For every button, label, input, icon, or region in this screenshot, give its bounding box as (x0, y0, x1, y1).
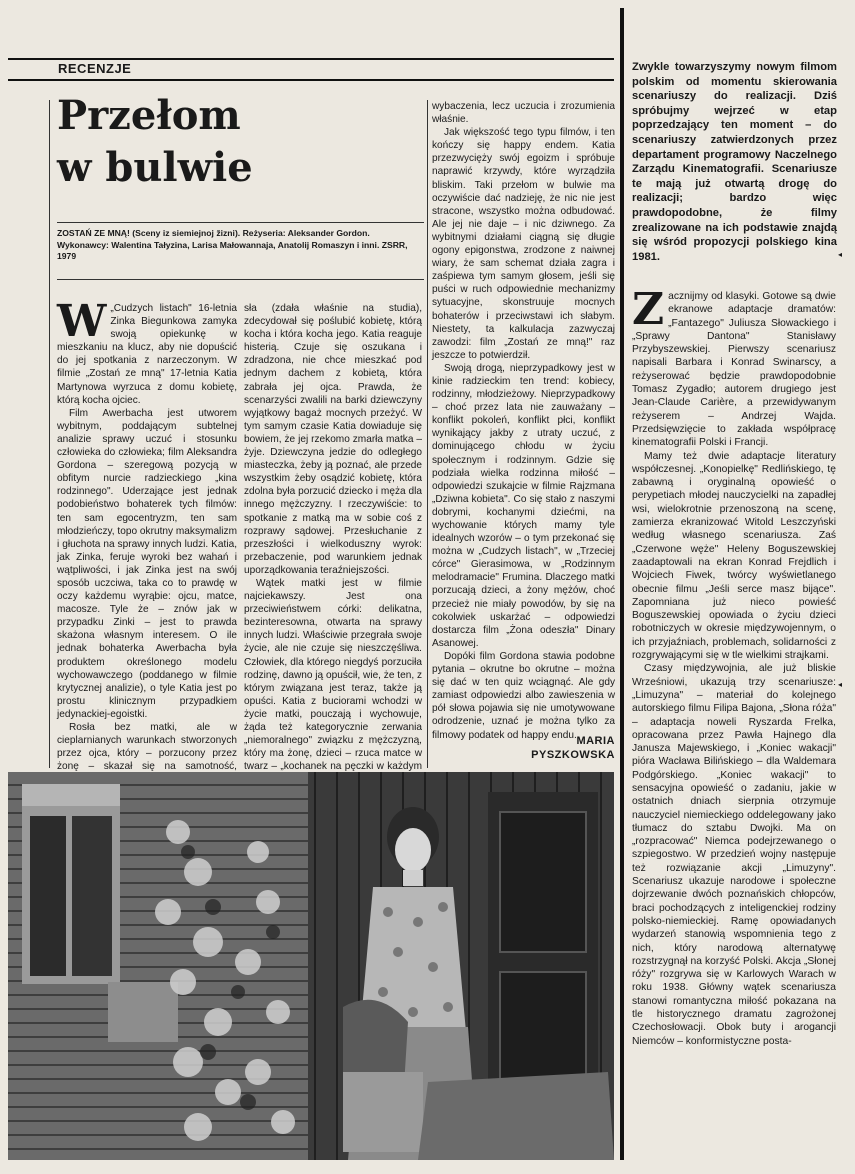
paragraph: acznijmy od klasyki. Gotowe są dwie ekranowe adaptacje dramatów: „Fantazego" Juliusza Słowackiego i „Sprawy Dantona" Stanisławy Przybyszewskiej. Pierwszy scenariusz napisali Barbara i Konrad Swinarscy, a reżyserować będzie prawdopodobnie Tomasz Zygadło; autorem drugiego jest Jean-Claude Carière, a przewidywanym reżyserem – Andrzej Wajda. Przedsięwzięcie to zakłada współpracę kinematografii Polski i Francji. (632, 291, 836, 449)
column-divider (427, 100, 428, 768)
paragraph: Swoją drogą, nieprzypadkowy jest w kinie radzieckim ten trend: kobiecy, rodzinny, młodzieżowy. Nieprzypadkowy – choć przez lata nie zauważany – konflikt pokoleń, konflikt płci, konflikt wynikający jakby z utraty uczuć, z dominującego chłodu w życiu społecznym i rodzinnym. Gdzie się podziała wielka rodzinna miłość – odpowiedzi szukajcie w filmie Rajzmana „Dziwna kobieta". Co się stało z naszymi dobrymi, kochanymi dziećmi, na wychowanie których mamy tyle idealnych wzorów – o tym przekonać się można w „Cudzych listach", w „Trzeciej córce" Gierasimowa, w „Rodzinnym melodramacie" Frumina. Dlaczego matki porzucają dzieci, a żony mężów, choć przecież nie miały powodów, by się na cokolwiek uskarżać – odpowiedzi dostarcza film „Żona odeszła" Dinary Asanowej. (432, 362, 615, 649)
photo-illustration (8, 772, 614, 1160)
top-rule (8, 58, 614, 60)
header-rule (8, 79, 614, 81)
paragraph: wybaczenia, lecz uczucia i zrozumienia właśnie. (432, 101, 615, 126)
paragraph: Rosła bez matki, ale w cieplarnianych warunkach stworzonych przez ojca, który – porzucony przez żonę – skazał się na samotność, (57, 722, 237, 773)
column-divider-main (620, 8, 624, 1160)
credits-rule-top (57, 222, 424, 223)
drop-cap: W (57, 296, 107, 347)
paragraph: Dopóki film Gordona stawia podobne pytania – okrutne bo okrutne – można się dać w ten quiz wciągnąć. Ale gdy zamiast odpowiedzi albo zawieszenia w pół słowa pojawia się nie umotywowane odrodzenie, uznać je można tylko za filmowy podatek od happy endu. (432, 650, 615, 741)
paragraph: sła (zdała właśnie na studia), zdecydował się poślubić kobietę, którą kocha i która kocha jego. Katia reaguje histerią. Czuje się oszukana i zdradzona, nie chce mieszkać pod jednym dachem z kobietą, która zabrała jej ojca. Prawda, że scenarzyści zwalili na barki dziewczyny wyjątkowy bagaż mocnych przeżyć. W tym samym czasie Katia dowiaduje się bowiem, że jej rzekomo zmarła matka – żyje. Dziewczyna jedzie do odległego miasteczka, żeby ją poznać, ale przede wszystkim żeby osądzić kobietę, która zdolna była porzucić dziecko i męża dla innego mężczyzny. I rzeczywiście: to spotkanie z matką ma w sobie coś z rozprawy sądowej. Przesłuchanie z przeszłości i wielkoduszny wyrok: przebaczenie, pod warunkiem jednak uporządkowania teraźniejszości. (244, 303, 422, 576)
drop-cap: Z (632, 284, 665, 335)
left-margin-rule (49, 100, 50, 768)
film-credits (57, 228, 417, 263)
article-column-1 (57, 296, 237, 773)
page-mark: ◂ (838, 680, 843, 689)
article-column-2 (244, 302, 422, 773)
paragraph: Wątek matki jest w filmie najciekawszy. Jest ona przeciwieństwem córki: delikatna, bezinteresowna, otwarta na sprawy innych ludzi. Właściwie przegrała swoje życie, ale nie czuje się nieszczęśliwa. Człowiek, dla którego niegdyś porzuciła rodzinę, dawno ją opuścił, wie, że ten, z którym związana jest teraz, także ją opuści. Katia z buciorami wchodzi w życie matki, pouczają i wychowuje, żąda też kategorycznie zerwania „niemoralnego" związku z mężczyzną, który ma żonę, dzieci – rzuca matce w twarz – „kochanek na pęczki w każdym (244, 577, 422, 773)
paragraph: „Cudzych listach" 16-letnia Zinka Biegunkowa zamyka swoją opiekunkę w mieszkaniu na klucz, aby nie dopuścić do jej spotkania z narzeczonym. W filmie „Zostań ze mną" 17-letnia Katia Martynowa wyrzuca z domu kobietę, którą kocha ojciec. (57, 303, 237, 406)
article-title (57, 90, 417, 194)
title-line-2: w bulwie (57, 144, 253, 191)
credits-title: ZOSTAŃ ZE MNĄ! (Sceny iz siemiejnoj žizni). (57, 228, 241, 238)
sidebar-column (632, 284, 836, 1160)
credits-details: Reżyseria: Aleksander Gordon. Wykonawcy: Walentina Tałyzina, Larisa Małowannaja, Anatolij Romaszyn i inni. ZSRR, 1979 (57, 228, 408, 261)
paragraph: Czasy międzywojnia, ale już bliskie Wrześniowi, ukazują trzy scenariusze: „Limuzyna" – materiał do kolejnego autorskiego filmu Filipa Bajona, „Słona róża" – adaptacja noweli Ryszarda Frelka, opracowana przez Pawła Hajnego dla Janusza Majewskiego, i „Koniec wakacji" pióra Wacława Bilińskiego – dla Waldemara Podgórskiego. „Koniec wakacji" to sensacyjna opowieść o zadaniu, jakie w ostatnich dniach sierpnia otrzymuje nauczyciel niemieckiego oddelegowany jako tłumacz do sztabu Dwojki. Ma on „rozpracować" Niemca podejrzewanego o szpiegostwo. W przedzień wojny następuje też rozwiązanie akcji „Limuzyny". Scenariusz ukazuje narodowe i społeczne dojrzewanie dwóch poznańskich chłopców, braci pochodzących z inteligenckiej rodziny polsko-niemieckiej. Ramę opowiadanych wydarzeń stanowią wspomnienia tego z nich, który narodową alternatywę rozstrzygnął na korzyść Polski. Akcja „Słonej róży" rozgrywa się w Karlowych Warach w roku 1938. Główny wątek scenariusza stanowi romantyczna miłość pokazana na tle historycznego dramatu zagrożonej Czechosłowacji. Obok buty i arogancji Niemców – konformistyczne posta- (632, 663, 836, 1047)
author-last-name: PYSZKOWSKA (531, 749, 615, 761)
section-label: RECENZJE (58, 61, 132, 76)
film-still-photo (8, 772, 614, 1160)
paragraph: Mamy też dwie adaptacje literatury współczesnej. „Konopielkę" Redlińskiego, tę zabawną i oryginalną opowieść o perypetiach młodej nauczycielki na zapadłej wsi, wielokrotnie przenoszoną na scenę, zamierza ekranizować Witold Leszczyński według własnego scenariusza. Zaś „Czerwone węże" Heleny Boguszewskiej zaadaptowali na ekran Konrad Frejdlich i Wojciech Fiwek, twórcy wyświetlanego obecnie filmu „Jeśli serce masz bijące". Zapomniana już nieco powieść Boguszewskiej opowiada o życiu dzieci robotniczych w okresie międzywojennym, o ich przyjaźniach, problemach, solidarności z rozgrywającymi się w tle wielkimi strajkami. (632, 450, 836, 662)
credits-rule-bottom (57, 279, 424, 280)
author-first-name: MARIA (576, 735, 615, 747)
author-byline (432, 734, 615, 762)
paragraph: Film Awerbacha jest utworem wybitnym, poddającym subtelnej analizie sprawy uczuć i stosunku człowieka do człowieka; film Aleksandra Gordona – szeregową pozycją w obfitym nurcie radzieckiego „kina rodzinnego". Uderzające jest jednak podobieństwo bohaterek tych filmów: ten sam egocentryzm, ten sam młodzieńczy, topo okrutny maksymalizm i głuchota na sprawy innych ludzi. Katia, jak Zinka, feruje wyroki bez wahań i wątpliwości, i jak Zinka jest na swój sposób uczciwa, taka co to prawdę w oczy każdemu wyrąbie: ojcu, matce, macosze. Tyle że – znów jak w przypadku Zinki – jest to prawda skażona własnym interesem. O ile jednak bohaterka Awerbacha była produktem określonego modelu wychowawczego (poddanego w filmie krytycznej analizie), o tyle Katia jest po prostu klinicznym przypadkiem jedynackiej-egoistki. (57, 407, 237, 720)
paragraph: Jak większość tego typu filmów, i ten kończy się happy endem. Katia przezwycięży swój egoizm i spróbuje naprawić krzywdy, które wyrządziła bliskim. Taki przełom w bulwie ma oczywiście dać nadzieję, że nic nie jest stracone, wszystko można odbudować. Ale jej nie daje – i nic dziwnego. Za wybitnymi działami ciągną się długie ogony epigonstwa, zrodzone z naiwnej wiary, że sam schemat działa zagra i zaśpiewa tym samym głosem, jeśli się puści w ruch odpowiednie mechanizmy sytuacyjne, skonstruuje mocnych bohaterów i przeciwstawi ich słabym. Niestety, ta kalkulacja zazwyczaj zawodzi: film „Zostań ze mną!" raz jeszcze to potwierdził. (432, 127, 615, 361)
title-line-1: Przełom (57, 92, 241, 139)
sidebar-intro: Zwykle towarzyszymy nowym filmom polskim od momentu skierowania scenariuszy do realizacji. Dziś spróbujmy wejrzeć w etap poprzedzający ten moment – do scenariuszy zatwierdzonych przez departament programowy Naczelnego Zarządu Kinematografii. Scenariusze te mają już otwartą drogę do realizacji; bardzo więc prawdopodobne, że filmy zrealizowane na ich podstawie znajdą się wśród propozycji polskiego kina 1981. (632, 61, 837, 263)
page-mark: ◂ (838, 250, 843, 259)
